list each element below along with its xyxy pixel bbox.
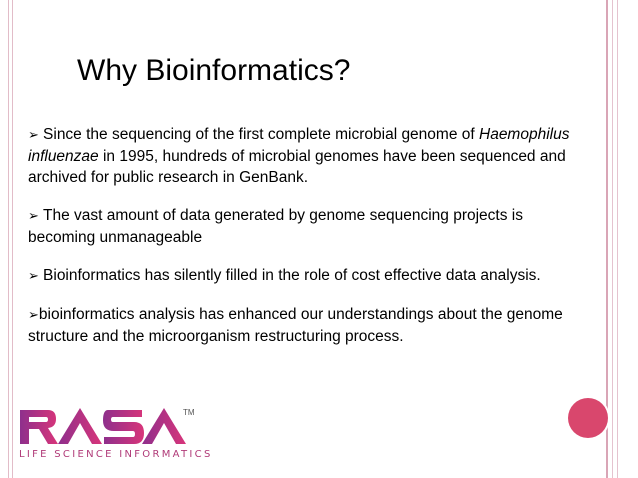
- bullet-text: Since the sequencing of the first complete microbial genome of: [43, 126, 479, 143]
- frame-line-right-inner: [612, 0, 613, 478]
- bullet-text: Bioinformatics has silently filled in the role of cost effective data analysis.: [43, 267, 541, 284]
- letter-a: [58, 408, 102, 444]
- frame-line-right-outer: [617, 0, 618, 478]
- logo-tagline: LIFE SCIENCE INFORMATICS: [19, 449, 213, 460]
- slide-title: Why Bioinformatics?: [77, 54, 351, 87]
- frame-line-left: [8, 0, 9, 478]
- arrow-bullet-icon: ➢: [28, 128, 44, 143]
- letter-r: [20, 410, 58, 444]
- arrow-bullet-icon: ➢: [28, 209, 44, 224]
- trademark-symbol: TM: [183, 408, 195, 417]
- arrow-bullet-icon: ➢: [28, 308, 39, 323]
- bullet-paragraph: [28, 205, 588, 248]
- arrow-bullet-icon: ➢: [28, 269, 44, 284]
- bullet-text: The vast amount of data generated by genome sequencing projects is becoming unmanageable: [28, 207, 523, 246]
- letter-s: [103, 410, 144, 444]
- rasa-wordmark: [18, 404, 186, 446]
- bullet-paragraph: [28, 304, 588, 347]
- letter-a-2: [142, 408, 186, 444]
- decorative-circle: [568, 398, 608, 438]
- bullet-text: bioinformatics analysis has enhanced our understandings about the genome structure and the microorganism restructuring process.: [28, 306, 563, 345]
- rasa-logo: [18, 404, 213, 464]
- slide-body: [28, 124, 588, 364]
- frame-line-left-inner: [12, 0, 13, 478]
- bullet-paragraph: [28, 265, 588, 287]
- frame-line-right: [606, 0, 608, 478]
- species-name: Haemophilus influenzae: [28, 126, 570, 165]
- bullet-paragraph: [28, 124, 588, 188]
- bullet-text: in 1995, hundreds of microbial genomes have been sequenced and archived for public research in GenBank.: [28, 148, 566, 186]
